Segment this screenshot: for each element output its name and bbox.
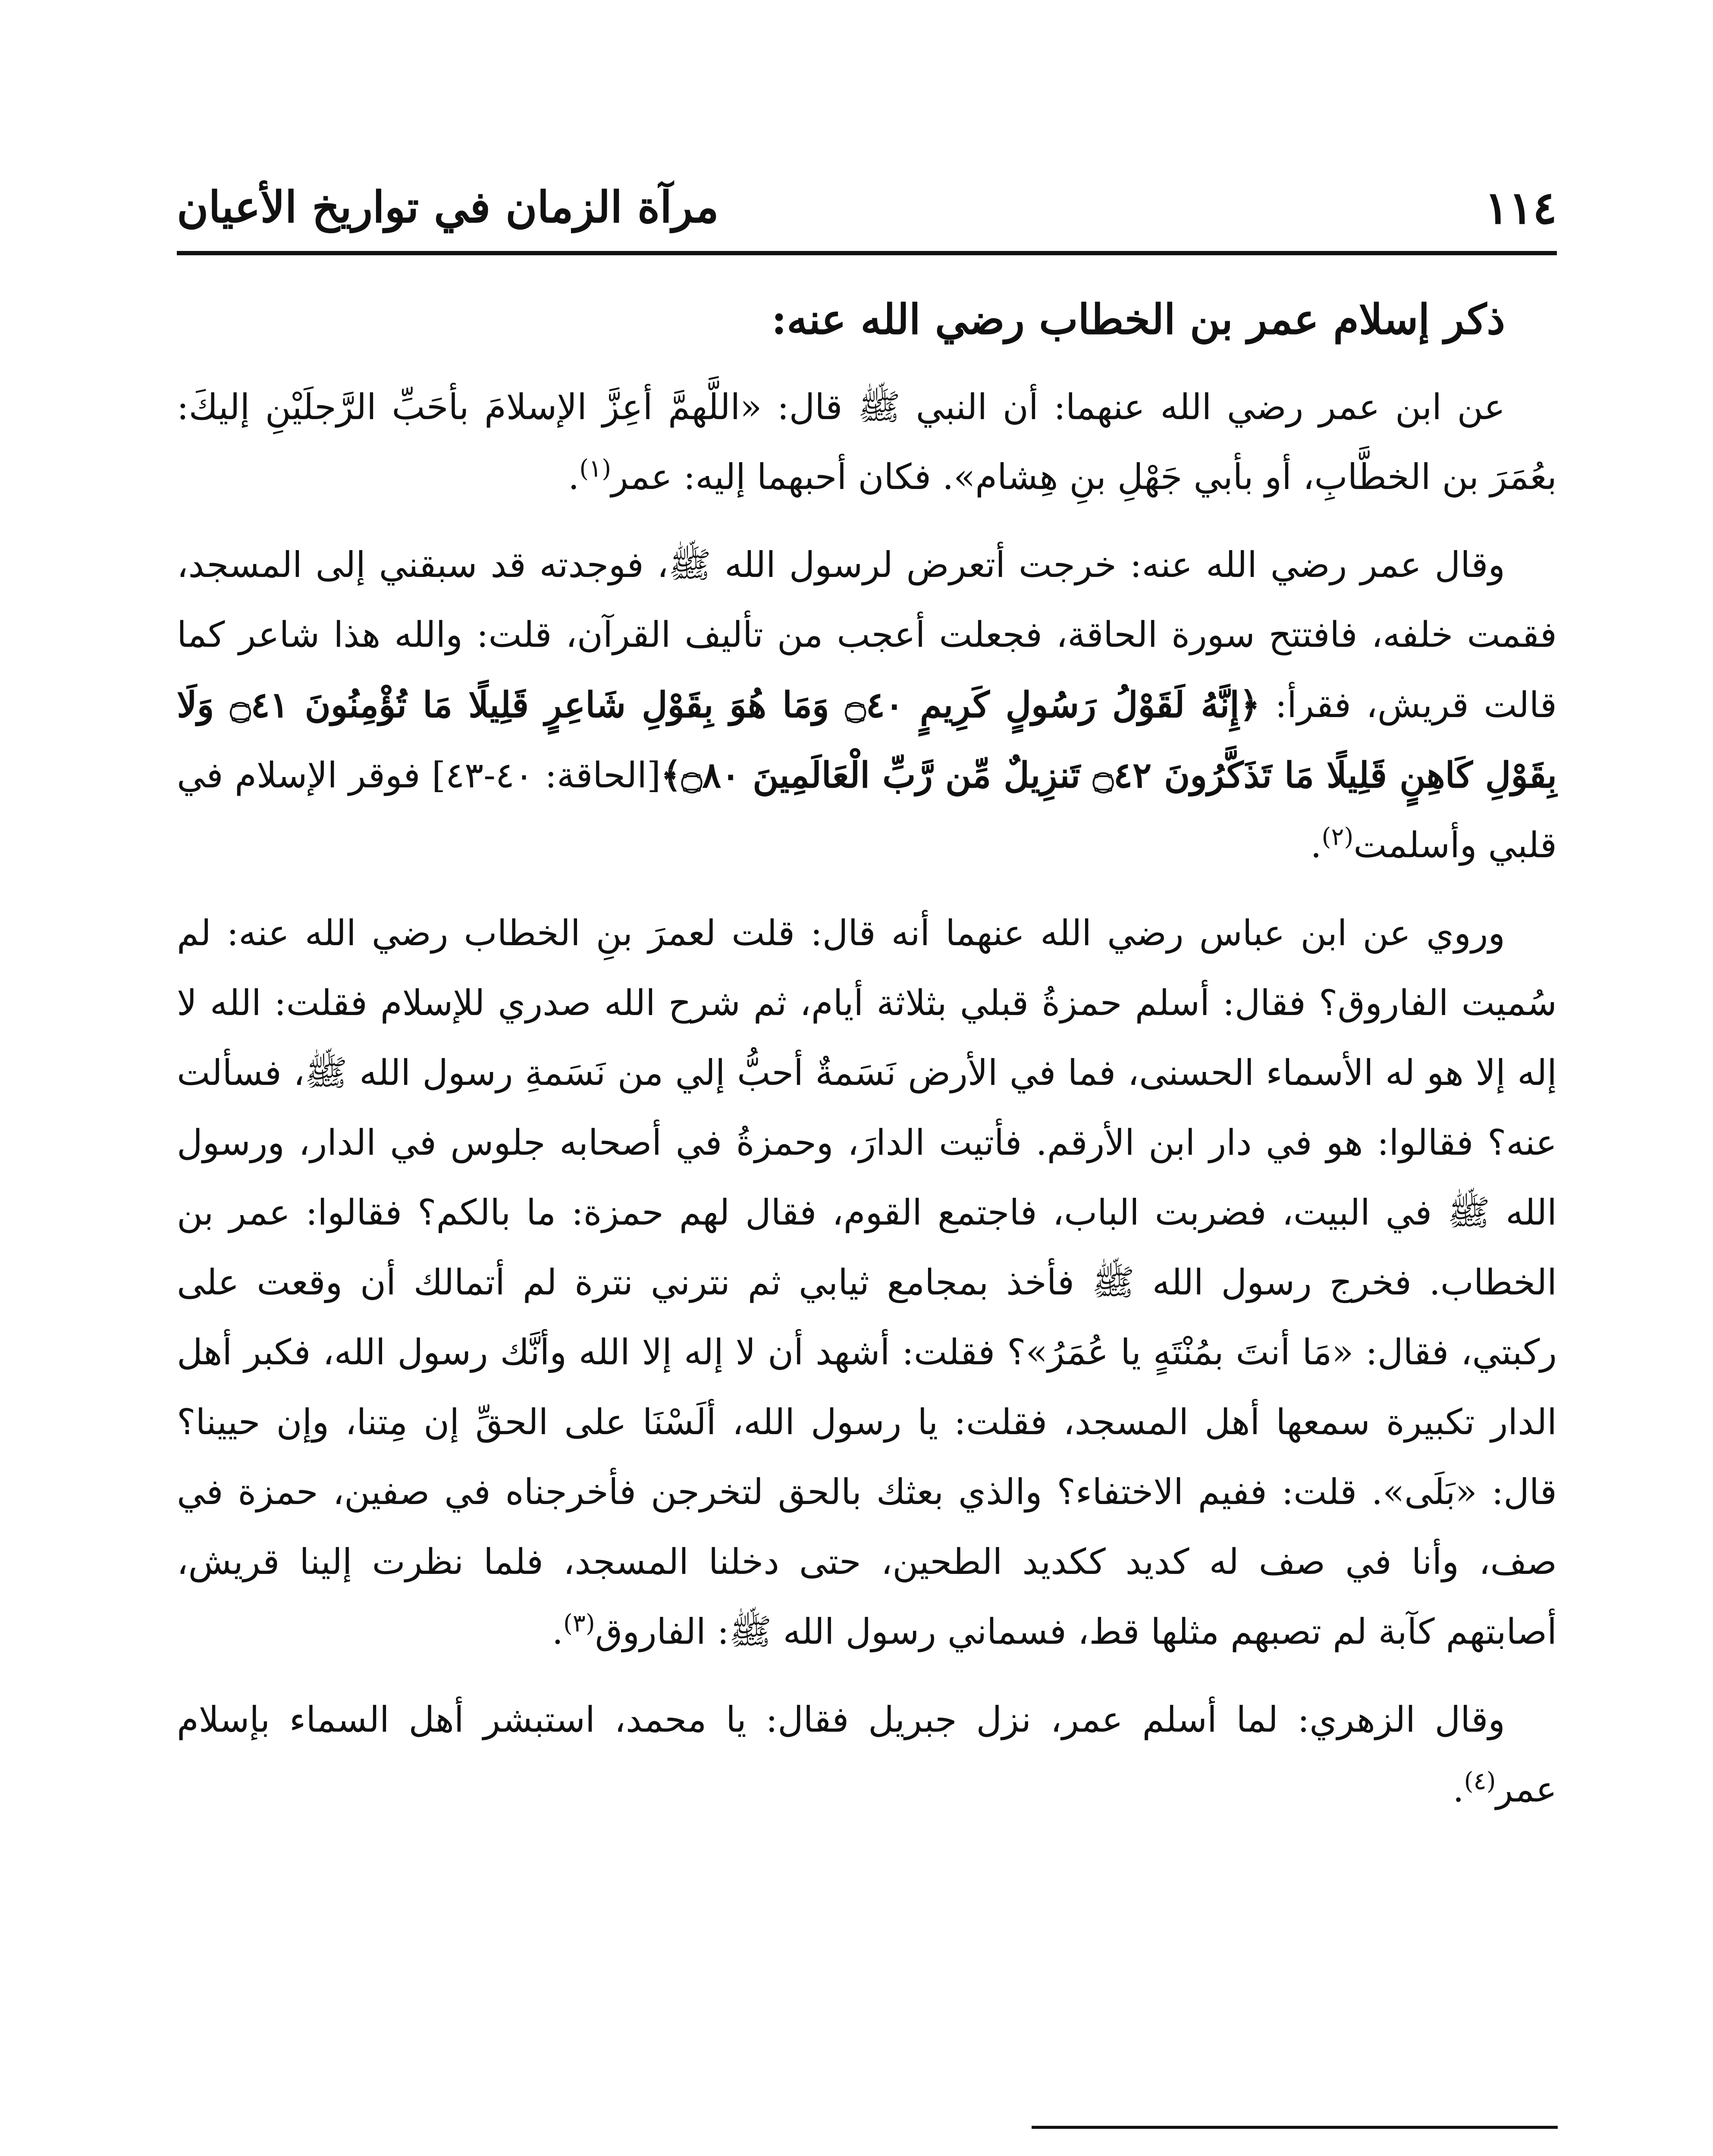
section-heading: ذكر إسلام عمر بن الخطاب رضي الله عنه: xyxy=(771,295,1505,344)
paragraph-2-stop: . xyxy=(1310,825,1322,866)
main-text xyxy=(177,285,1557,1843)
paragraph-4-text: وقال الزهري: لما أسلم عمر، نزل جبريل فقال: يا محمد، استبشر أهل السماء بإسلام عمر xyxy=(177,1699,1557,1810)
paragraph-3-text: وروي عن ابن عباس رضي الله عنهما أنه قال: قلت لعمرَ بنِ الخطاب رضي الله عنه: لم سُميت الفاروق؟ فقال: أسلم حمزةُ قبلي بثلاثة أيام، ثم شرح الله صدري للإسلام فقلت: الله لا إله إلا هو له الأسماء الحسنى، فما في الأرض نَسَمةٌ أحبُّ إلي من نَسَمةِ رسول الله ﷺ، فسألت عنه؟ فقالوا: هو في دار ابن الأرقم. فأتيت الدارَ، وحمزةُ في أصحابه جلوس في الدار، ورسول الله ﷺ في البيت، فضربت الباب، فاجتمع القوم، فقال لهم حمزة: ما بالكم؟ فقالوا: عمر بن الخطاب. فخرج رسول الله ﷺ فأخذ بمجامع ثيابي ثم نترني نترة لم أتمالك أن وقعت على ركبتي، فقال: «مَا أنتَ بمُنْتَهٍ يا عُمَرُ»؟ فقلت: أشهد أن لا إله إلا الله وأنَّك رسول الله، فكبر أهل الدار تكبيرة سمعها أهل المسجد، فقلت: يا رسول الله، ألَسْنَا على الحقِّ إن مِتنا، وإن حيينا؟ قال: «بَلَى». قلت: ففيم الاختفاء؟ والذي بعثك بالحق لتخرجن فأخرجناه في صفين، حمزة في صف، وأنا في صف له كديد ككديد الطحين، حتى دخلنا المسجد، فلما نظرت إلينا قريش، أصابتهم كآبة لم تصبهم مثلها قط، فسماني رسول الله ﷺ: الفاروق xyxy=(177,913,1557,1652)
footnote-ref-4: (٤) xyxy=(1464,1767,1496,1796)
paragraph-1-text: عن ابن عمر رضي الله عنهما: أن النبي ﷺ قال: «اللَّهمَّ أعِزَّ الإسلامَ بأحَبِّ الرَّجلَيْنِ إليكَ: بعُمَرَ بن الخطَّابِ، أو بأبي جَهْلِ بنِ هِشام». فكان أحبهما إليه: عمر xyxy=(177,387,1557,498)
footnote-ref-1: (١) xyxy=(579,454,612,483)
paragraph-4-end: . xyxy=(1453,1769,1464,1810)
page-header xyxy=(177,181,1557,241)
footnotes xyxy=(177,2152,1557,2156)
footnote-rule xyxy=(1032,2126,1558,2129)
paragraph-2-text: وقال عمر رضي الله عنه: خرجت أتعرض لرسول الله ﷺ، فوجدته قد سبقني إلى المسجد، فقمت خلفه، فافتتح سورة الحاقة، فجعلت أعجب من تأليف القرآن، قلت: والله هذا شاعر كما قالت قريش، فقرأ: xyxy=(177,545,1557,726)
header-rule xyxy=(177,251,1557,255)
paragraph-4 xyxy=(177,1685,1557,1825)
paragraph-2-end: [الحاقة: ٤٠-٤٣] فوقر الإسلام في قلبي وأسلمت xyxy=(177,755,1557,866)
footnote-ref-2: (٢) xyxy=(1321,823,1354,851)
paragraph-1-end: . xyxy=(568,457,580,498)
paragraph-1 xyxy=(177,373,1557,512)
paragraph-3 xyxy=(177,899,1557,1667)
page-number: ١١٤ xyxy=(1484,181,1557,234)
footnote-ref-3: (٣) xyxy=(563,1609,595,1638)
quran-verse: ﴿إِنَّهُ لَقَوْلُ رَسُولٍ كَرِيمٍ ۝٤٠ وَمَا هُوَ بِقَوْلِ شَاعِرٍ قَلِيلًا مَا تُؤْمِنُونَ ۝٤١ وَلَا بِقَوْلِ كَاهِنٍ قَلِيلًا مَا تَذَكَّرُونَ ۝٤٢ تَنزِيلٌ مِّن رَّبِّ الْعَالَمِينَ ۝٨٠﴾ xyxy=(177,684,1557,796)
paragraph-3-end: . xyxy=(552,1611,563,1652)
footnote-1 xyxy=(177,2152,1557,2156)
paragraph-2 xyxy=(177,530,1557,881)
running-title: مرآة الزمان في تواريخ الأعيان xyxy=(177,182,719,232)
